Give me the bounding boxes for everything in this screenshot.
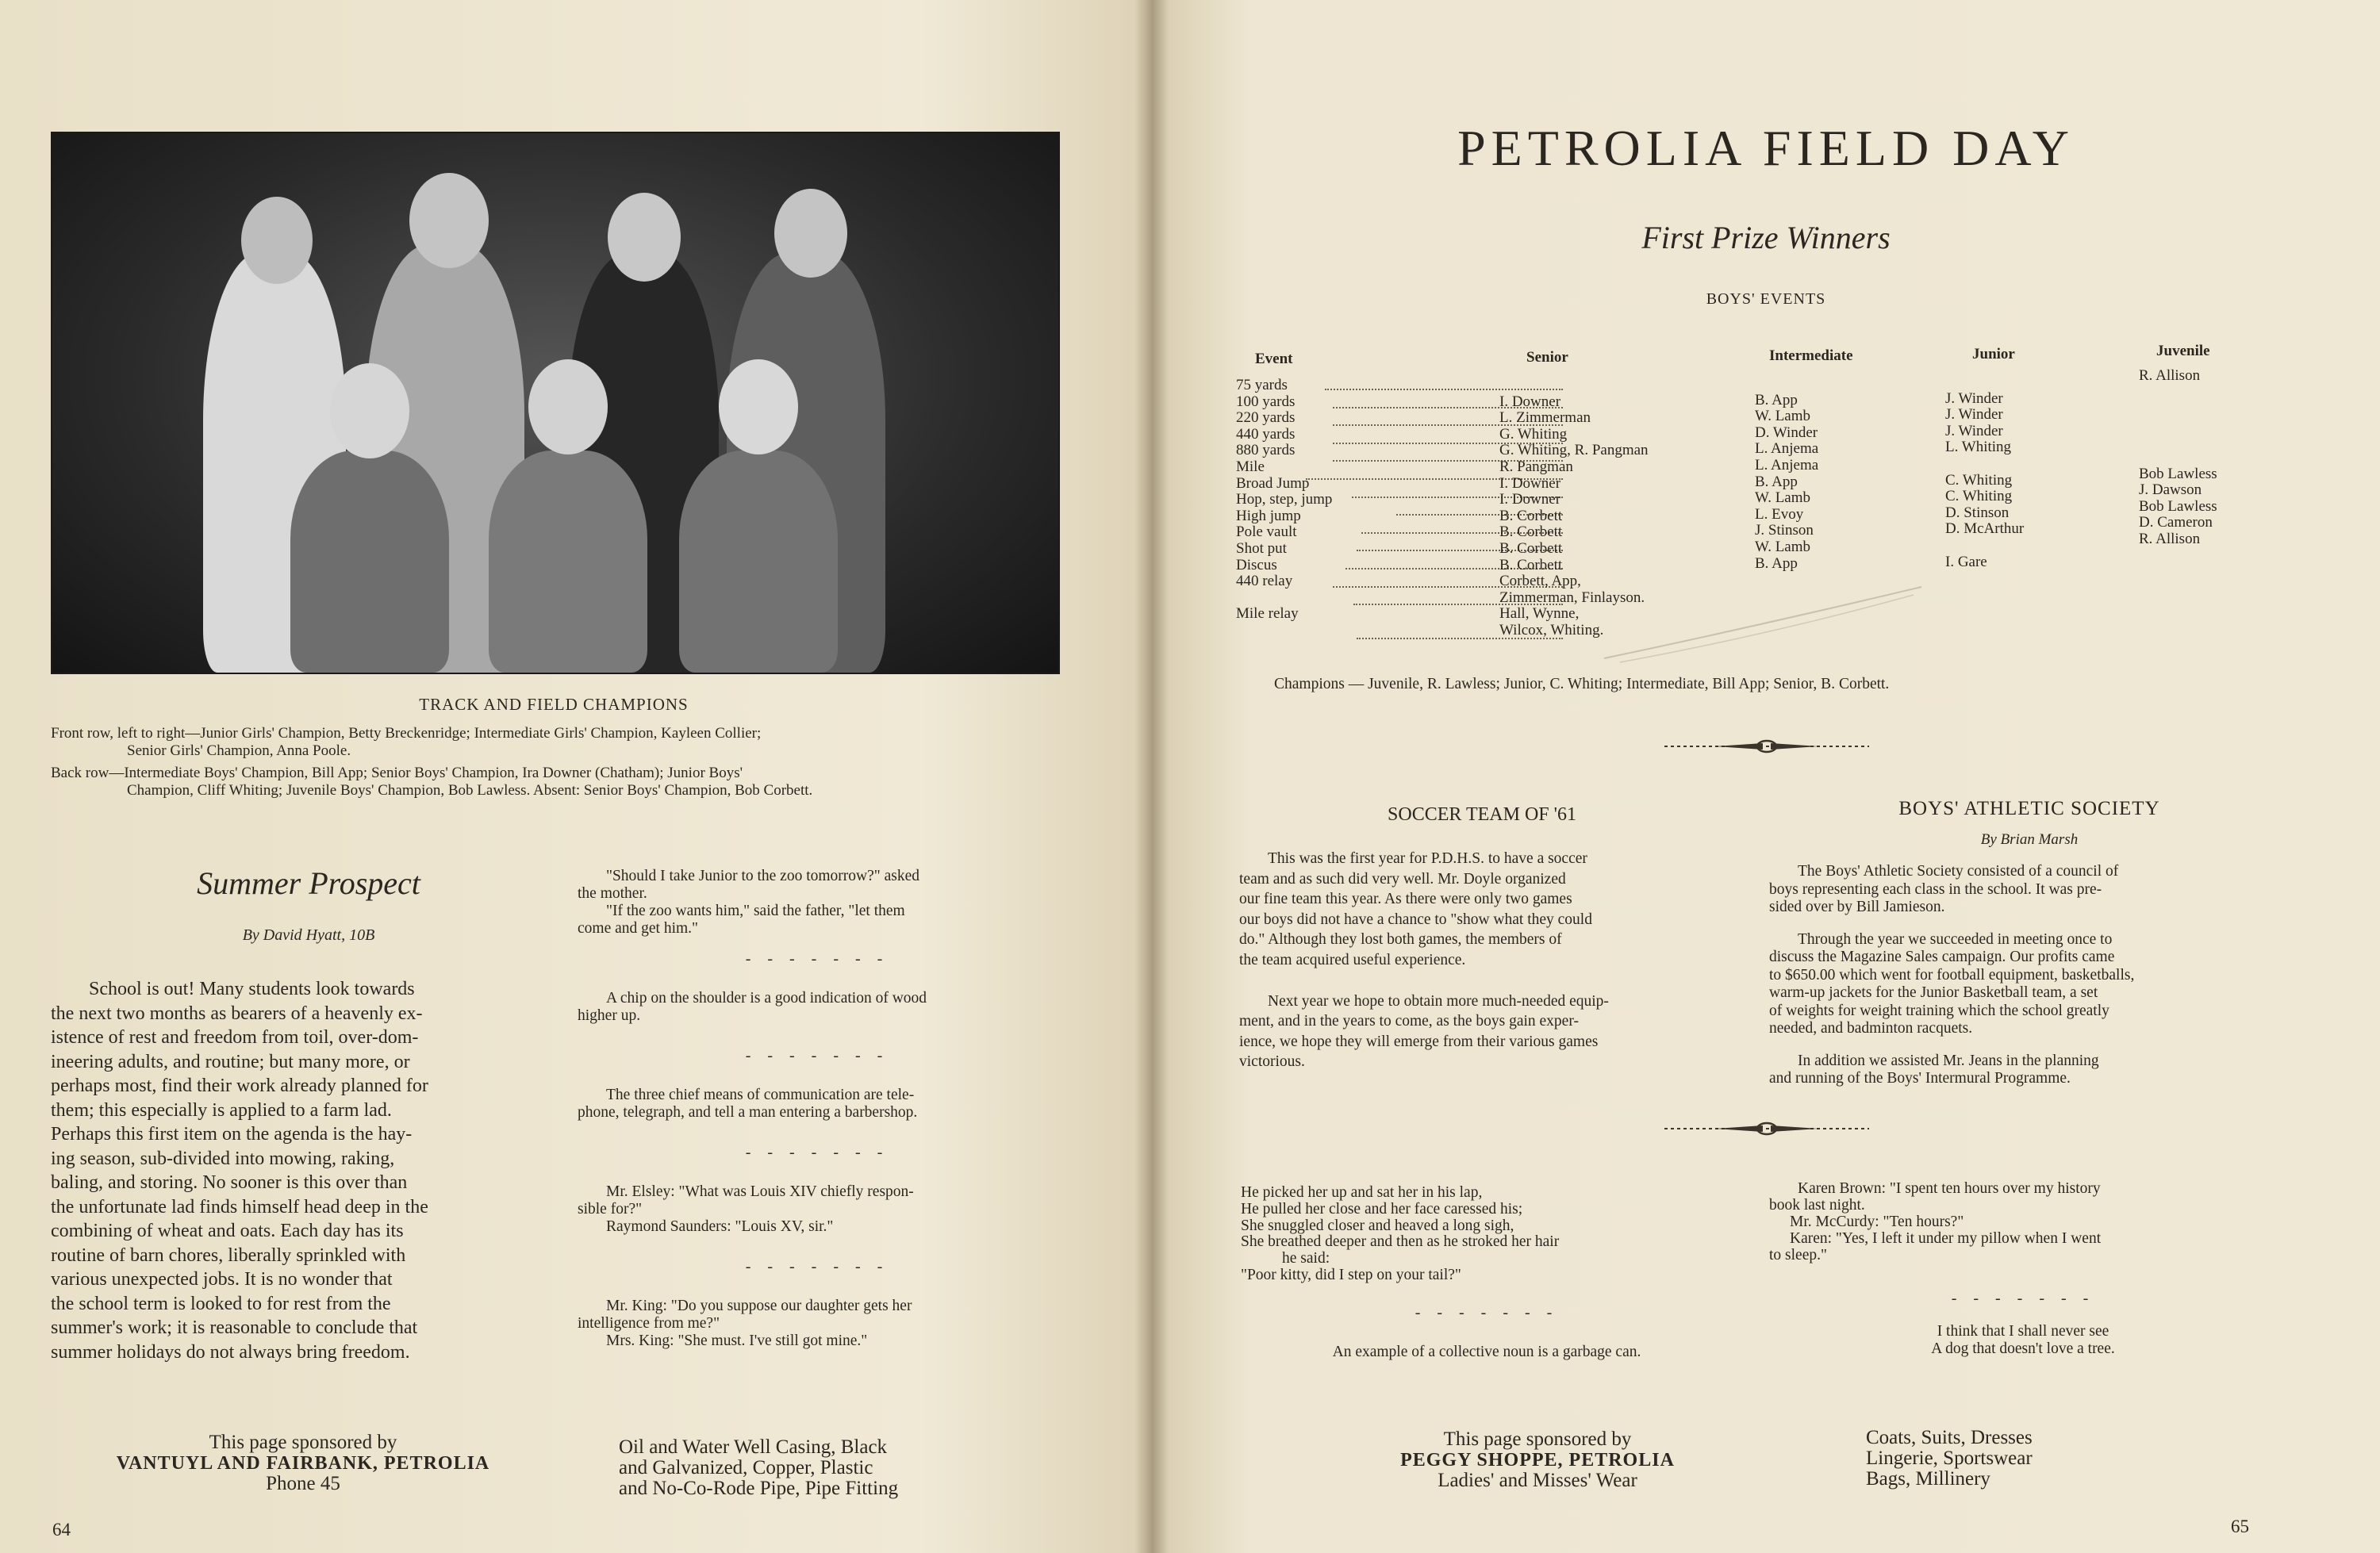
- collective-noun-joke: An example of a collective noun is a garbage can.: [1332, 1344, 1641, 1360]
- article-line: the unfortunate lad finds himself head deep in the: [51, 1196, 428, 1217]
- senior-cell: G. Whiting, R. Pangman: [1499, 442, 1649, 459]
- soccer-line: This was the first year for P.D.H.S. to have a soccer: [1268, 850, 1587, 867]
- soccer-line: team and as such did very well. Mr. Doyle organized: [1239, 870, 1566, 888]
- juvenile-cell: R. Allison: [2139, 367, 2201, 384]
- senior-cell: G. Whiting: [1499, 425, 1568, 443]
- photo-face: [719, 359, 798, 454]
- soccer-line: the team acquired useful experience.: [1239, 951, 1466, 968]
- event-cell: 440 yards: [1236, 425, 1296, 443]
- article-line: various unexpected jobs. It is no wonder that: [51, 1269, 393, 1290]
- dash-separator: - - - - - - -: [1951, 1290, 2095, 1307]
- soccer-line: ment, and in the years to come, as the boys gain exper-: [1239, 1013, 1579, 1030]
- soccer-line: ience, we hope they will emerge from their various games: [1239, 1033, 1599, 1050]
- event-cell: Pole vault: [1236, 523, 1297, 541]
- article-title: Summer Prospect: [197, 865, 420, 901]
- sponsor-line: This page sponsored by: [1443, 1428, 1632, 1450]
- joke-line: The three chief means of communication are tele-: [606, 1087, 915, 1103]
- athletic-line: needed, and badminton racquets.: [1769, 1020, 1973, 1037]
- junior-cell: C. Whiting: [1945, 471, 2013, 489]
- joke-line: A chip on the shoulder is a good indication of wood: [606, 990, 927, 1007]
- athletic-body: [1769, 863, 2286, 1088]
- poem-line: "Poor kitty, did I step on your tail?": [1241, 1266, 1461, 1283]
- juvenile-cell: D. Cameron: [2139, 514, 2213, 531]
- header-senior: Senior: [1526, 349, 1568, 366]
- junior-cell: [1945, 374, 2104, 391]
- article-line: them; this especially is applied to a farm lad.: [51, 1099, 392, 1121]
- product-line: Coats, Suits, Dresses: [1866, 1427, 2033, 1448]
- photo-caption: [51, 725, 1057, 800]
- joke-line: Mr. Elsley: "What was Louis XIV chiefly respon-: [606, 1183, 914, 1200]
- poem-line: He pulled her close and her face caressed his;: [1241, 1200, 1523, 1217]
- joke-line: Mrs. King: "She must. I've still got mine.": [606, 1333, 868, 1349]
- juvenile-cell: [2139, 417, 2313, 434]
- article-line: the next two months as bearers of a heavenly ex-: [51, 1003, 423, 1024]
- sponsor-block: [51, 1432, 555, 1494]
- product-line: Lingerie, Sportswear: [1866, 1448, 2033, 1469]
- article-line: summer's work; it is reasonable to conclude that: [51, 1317, 418, 1338]
- product-line: and No-Co-Rode Pipe, Pipe Fitting: [619, 1478, 899, 1499]
- pencil-mark: [1596, 579, 1929, 666]
- karen-line: book last night.: [1769, 1197, 1865, 1214]
- joke-line: phone, telegraph, and tell a man entering a barbershop.: [578, 1104, 918, 1121]
- intermediate-cell: L. Anjema: [1755, 440, 1819, 458]
- sponsor-block: [1307, 1429, 1768, 1491]
- verse-line: A dog that doesn't love a tree.: [1931, 1340, 2115, 1357]
- products-block: [1866, 1428, 2199, 1490]
- sponsor-phone: Phone 45: [266, 1473, 340, 1494]
- soccer-line: our fine team this year. As there were only two games: [1239, 891, 1572, 908]
- athletic-line: warm-up jackets for the Junior Basketball team, a set: [1769, 984, 2098, 1001]
- intermediate-column: [1755, 376, 1945, 572]
- soccer-line: Next year we hope to obtain more much-needed equip-: [1268, 992, 1609, 1010]
- athletic-line: The Boys' Athletic Society consisted of a council of: [1798, 863, 2119, 880]
- intermediate-cell: [1755, 376, 1945, 393]
- article-line: routine of barn chores, liberally sprinkled with: [51, 1244, 406, 1266]
- karen-line: Mr. McCurdy: "Ten hours?": [1790, 1214, 1964, 1230]
- event-cell: Mile: [1236, 458, 1265, 475]
- photo-figure: [489, 451, 647, 673]
- junior-cell: C. Whiting: [1945, 488, 2013, 505]
- poem-line: He picked her up and sat her in his lap,: [1241, 1184, 1483, 1201]
- team-photo: [51, 132, 1060, 674]
- event-cell: 440 relay: [1236, 573, 1293, 590]
- karen-line: Karen Brown: "I spent ten hours over my history: [1798, 1180, 2101, 1197]
- ornament-divider: [1660, 1117, 1874, 1141]
- article-line: Perhaps this first item on the agenda is the hay-: [51, 1124, 413, 1145]
- joke-line: "Should I take Junior to the zoo tomorrow?" asked: [606, 868, 920, 884]
- event-cell: Mile relay: [1236, 605, 1299, 623]
- product-line: Bags, Millinery: [1866, 1468, 1990, 1490]
- sponsor-sub: Ladies' and Misses' Wear: [1438, 1470, 1637, 1491]
- senior-cell: Hall, Wynne,: [1499, 605, 1580, 623]
- intermediate-cell: L. Evoy: [1755, 505, 1804, 523]
- junior-cell: D. McArthur: [1945, 520, 2025, 538]
- photo-face: [608, 193, 681, 282]
- senior-cell: I. Downer: [1499, 474, 1561, 492]
- junior-column: [1945, 374, 2104, 570]
- intermediate-cell: W. Lamb: [1755, 489, 1811, 507]
- verse-line: I think that I shall never see: [1937, 1323, 2109, 1340]
- photo-caption-title: TRACK AND FIELD CHAMPIONS: [419, 695, 689, 714]
- products-block: [619, 1437, 1063, 1499]
- header-event: Event: [1255, 351, 1293, 367]
- article-line: ing season, sub-divided into mowing, raking,: [51, 1148, 395, 1169]
- intermediate-cell: B. App: [1755, 391, 1798, 408]
- event-cell: High jump: [1236, 507, 1301, 524]
- dash-separator: - - - - - - -: [745, 1144, 889, 1161]
- juvenile-cell: Bob Lawless: [2139, 497, 2217, 515]
- senior-cell: Zimmerman, Finlayson.: [1499, 589, 1645, 606]
- poem-line: She breathed deeper and then as he stroked her hair: [1241, 1233, 1560, 1251]
- athletic-line: boys representing each class in the school. It was pre-: [1769, 880, 2102, 898]
- event-cell: 75 yards: [1236, 377, 1288, 393]
- senior-cell: I. Downer: [1499, 393, 1561, 410]
- dash-separator: - - - - - - -: [745, 950, 889, 968]
- athletic-line: and running of the Boys' Intermural Programme.: [1769, 1070, 2071, 1087]
- event-cell: Hop, step, jump: [1236, 491, 1333, 508]
- article-line: combining of wheat and oats. Each day has its: [51, 1221, 404, 1241]
- event-cell: 220 yards: [1236, 409, 1296, 427]
- joke-line: come and get him.": [578, 920, 699, 937]
- soccer-line: victorious.: [1239, 1053, 1305, 1071]
- right-page: [1152, 0, 2380, 1553]
- senior-cell: L. Zimmerman: [1499, 409, 1591, 427]
- dash-separator: - - - - - - -: [745, 1047, 889, 1064]
- event-cell: 880 yards: [1236, 442, 1296, 459]
- soccer-title: SOCCER TEAM OF '61: [1388, 804, 1576, 825]
- senior-cell: B. Corbett: [1499, 507, 1563, 524]
- joke-line: intelligence from me?": [578, 1315, 720, 1332]
- left-page: [0, 0, 1152, 1553]
- caption-back-line: Back row—Intermediate Boys' Champion, Bill App; Senior Boys' Champion, Ira Downer (Chatham); Junior Boys': [51, 765, 743, 781]
- photo-face: [409, 173, 489, 268]
- senior-cell: B. Corbett: [1499, 539, 1563, 557]
- intermediate-cell: B. App: [1755, 473, 1798, 490]
- junior-cell: J. Winder: [1945, 389, 2003, 407]
- page-subtitle: First Prize Winners: [1641, 220, 1891, 255]
- sponsor-name: PEGGY SHOPPE, PETROLIA: [1400, 1450, 1675, 1471]
- book-gutter: [1134, 0, 1169, 1553]
- athletic-line: to $650.00 which went for football equipment, basketballs,: [1769, 966, 2135, 984]
- intermediate-cell: J. Stinson: [1755, 522, 1814, 539]
- junior-cell: L. Whiting: [1945, 439, 2012, 456]
- senior-cell: Corbett, App,: [1499, 573, 1581, 590]
- junior-cell: [1945, 456, 2104, 473]
- event-cell: Shot put: [1236, 539, 1287, 557]
- senior-cell: I. Downer: [1499, 491, 1561, 508]
- photo-figure: [679, 451, 838, 673]
- intermediate-cell: D. Winder: [1755, 424, 1818, 441]
- juvenile-cell: [2139, 401, 2313, 417]
- joke-line: sible for?": [578, 1201, 643, 1217]
- juvenile-cell: Bob Lawless: [2139, 465, 2217, 482]
- juvenile-cell: [2139, 450, 2313, 466]
- event-cell: Discus: [1236, 556, 1277, 573]
- header-intermediate: Intermediate: [1769, 347, 1853, 364]
- senior-cell: R. Pangman: [1499, 458, 1573, 475]
- intermediate-cell: B. App: [1755, 554, 1798, 572]
- athletic-title: BOYS' ATHLETIC SOCIETY: [1898, 798, 2160, 819]
- poem-line: She snuggled closer and heaved a long sigh,: [1241, 1217, 1514, 1234]
- article-line: istence of rest and freedom from toil, over-dom-: [51, 1027, 419, 1048]
- junior-cell: [1945, 538, 2104, 554]
- article-line: School is out! Many students look towards: [89, 979, 415, 999]
- juvenile-cell: R. Allison: [2139, 530, 2201, 547]
- page-title: PETROLIA FIELD DAY: [1457, 120, 2075, 176]
- athletic-line: discuss the Magazine Sales campaign. Our profits came: [1769, 949, 2115, 965]
- junior-cell: D. Stinson: [1945, 504, 2010, 521]
- junior-cell: J. Winder: [1945, 406, 2003, 424]
- juvenile-cell: J. Dawson: [2139, 481, 2202, 499]
- joke-line: Mr. King: "Do you suppose our daughter gets her: [606, 1298, 912, 1314]
- header-juvenile: Juvenile: [2156, 343, 2210, 359]
- article-line: baling, and storing. No sooner is this over than: [51, 1172, 408, 1193]
- dash-separator: - - - - - - -: [1415, 1304, 1559, 1321]
- athletic-line: Through the year we succeeded in meeting once to: [1798, 930, 2113, 948]
- junior-cell: I. Gare: [1945, 553, 1987, 570]
- soccer-line: our boys did not have a chance to "show what they could: [1239, 911, 1592, 928]
- dash-separator: - - - - - - -: [745, 1258, 889, 1275]
- intermediate-cell: L. Anjema: [1755, 456, 1819, 474]
- intermediate-cell: W. Lamb: [1755, 408, 1811, 425]
- product-line: Oil and Water Well Casing, Black: [619, 1436, 888, 1458]
- karen-line: to sleep.": [1769, 1247, 1827, 1263]
- article-line: summer holidays do not always bring freedom.: [51, 1341, 410, 1363]
- caption-front-line: Front row, left to right—Junior Girls' Champion, Betty Breckenridge; Intermediate Girls' Champion, Kayleen Collier;: [51, 725, 762, 742]
- article-line: the school term is looked to for rest from the: [51, 1293, 391, 1314]
- soccer-body: [1239, 849, 1720, 1072]
- photo-face: [330, 363, 409, 458]
- joke-line: Raymond Saunders: "Louis XV, sir.": [606, 1218, 834, 1235]
- juvenile-column: [2139, 368, 2313, 548]
- jokes-column: [578, 868, 1057, 1350]
- senior-cell: B. Corbett: [1499, 556, 1563, 573]
- athletic-line: In addition we assisted Mr. Jeans in the planning: [1798, 1052, 2099, 1069]
- article-byline: By David Hyatt, 10B: [242, 926, 375, 944]
- joke-line: "If the zoo wants him," said the father, "let them: [606, 903, 905, 919]
- champions-line: Champions — Juvenile, R. Lawless; Junior, C. Whiting; Intermediate, Bill App; Senior, B. Corbett.: [1274, 676, 1890, 692]
- sponsor-name: VANTUYL AND FAIRBANK, PETROLIA: [116, 1453, 490, 1474]
- senior-cell: Wilcox, Whiting.: [1499, 621, 1604, 638]
- event-cell: Broad Jump: [1236, 474, 1310, 492]
- junior-cell: J. Winder: [1945, 422, 2003, 439]
- section-label: BOYS' EVENTS: [1706, 290, 1826, 308]
- intermediate-cell: W. Lamb: [1755, 538, 1811, 555]
- article-line: perhaps most, find their work already planned for: [51, 1076, 428, 1096]
- article-body: [51, 977, 532, 1364]
- product-line: and Galvanized, Copper, Plastic: [619, 1457, 873, 1478]
- photo-face: [774, 189, 847, 278]
- senior-cell: B. Corbett: [1499, 523, 1563, 541]
- header-junior: Junior: [1972, 346, 2015, 362]
- ornament-divider: [1660, 734, 1874, 758]
- joke-line: the mother.: [578, 885, 647, 902]
- poem-line: he said:: [1282, 1250, 1330, 1267]
- photo-face: [241, 197, 313, 284]
- juvenile-cell: [2139, 385, 2313, 401]
- sponsor-line: This page sponsored by: [209, 1432, 397, 1453]
- athletic-byline: By Brian Marsh: [1980, 831, 2079, 848]
- photo-figure: [290, 451, 449, 673]
- photo-face: [528, 359, 608, 454]
- caption-front-line: Senior Girls' Champion, Anna Poole.: [127, 742, 351, 759]
- soccer-line: do." Although they lost both games, the members of: [1239, 931, 1562, 949]
- karen-joke: [1769, 1180, 2277, 1263]
- poem-block: [1241, 1185, 1733, 1284]
- caption-back-line: Champion, Cliff Whiting; Juvenile Boys' Champion, Bob Lawless. Absent: Senior Boys' Champion, Bob Corbett.: [127, 782, 813, 799]
- athletic-line: sided over by Bill Jamieson.: [1769, 899, 1945, 915]
- karen-line: Karen: "Yes, I left it under my pillow when I went: [1790, 1230, 2102, 1247]
- verse-block: [1769, 1323, 2277, 1358]
- joke-line: higher up.: [578, 1007, 641, 1024]
- senior-cell: [1499, 378, 1761, 394]
- athletic-line: of weights for weight training which the school greatly: [1769, 1002, 2109, 1019]
- page-number: 65: [2231, 1517, 2249, 1536]
- page-number: 64: [52, 1520, 71, 1540]
- article-line: ineering adults, and routine; but many more, or: [51, 1051, 410, 1072]
- juvenile-cell: [2139, 433, 2313, 450]
- event-cell: 100 yards: [1236, 393, 1296, 410]
